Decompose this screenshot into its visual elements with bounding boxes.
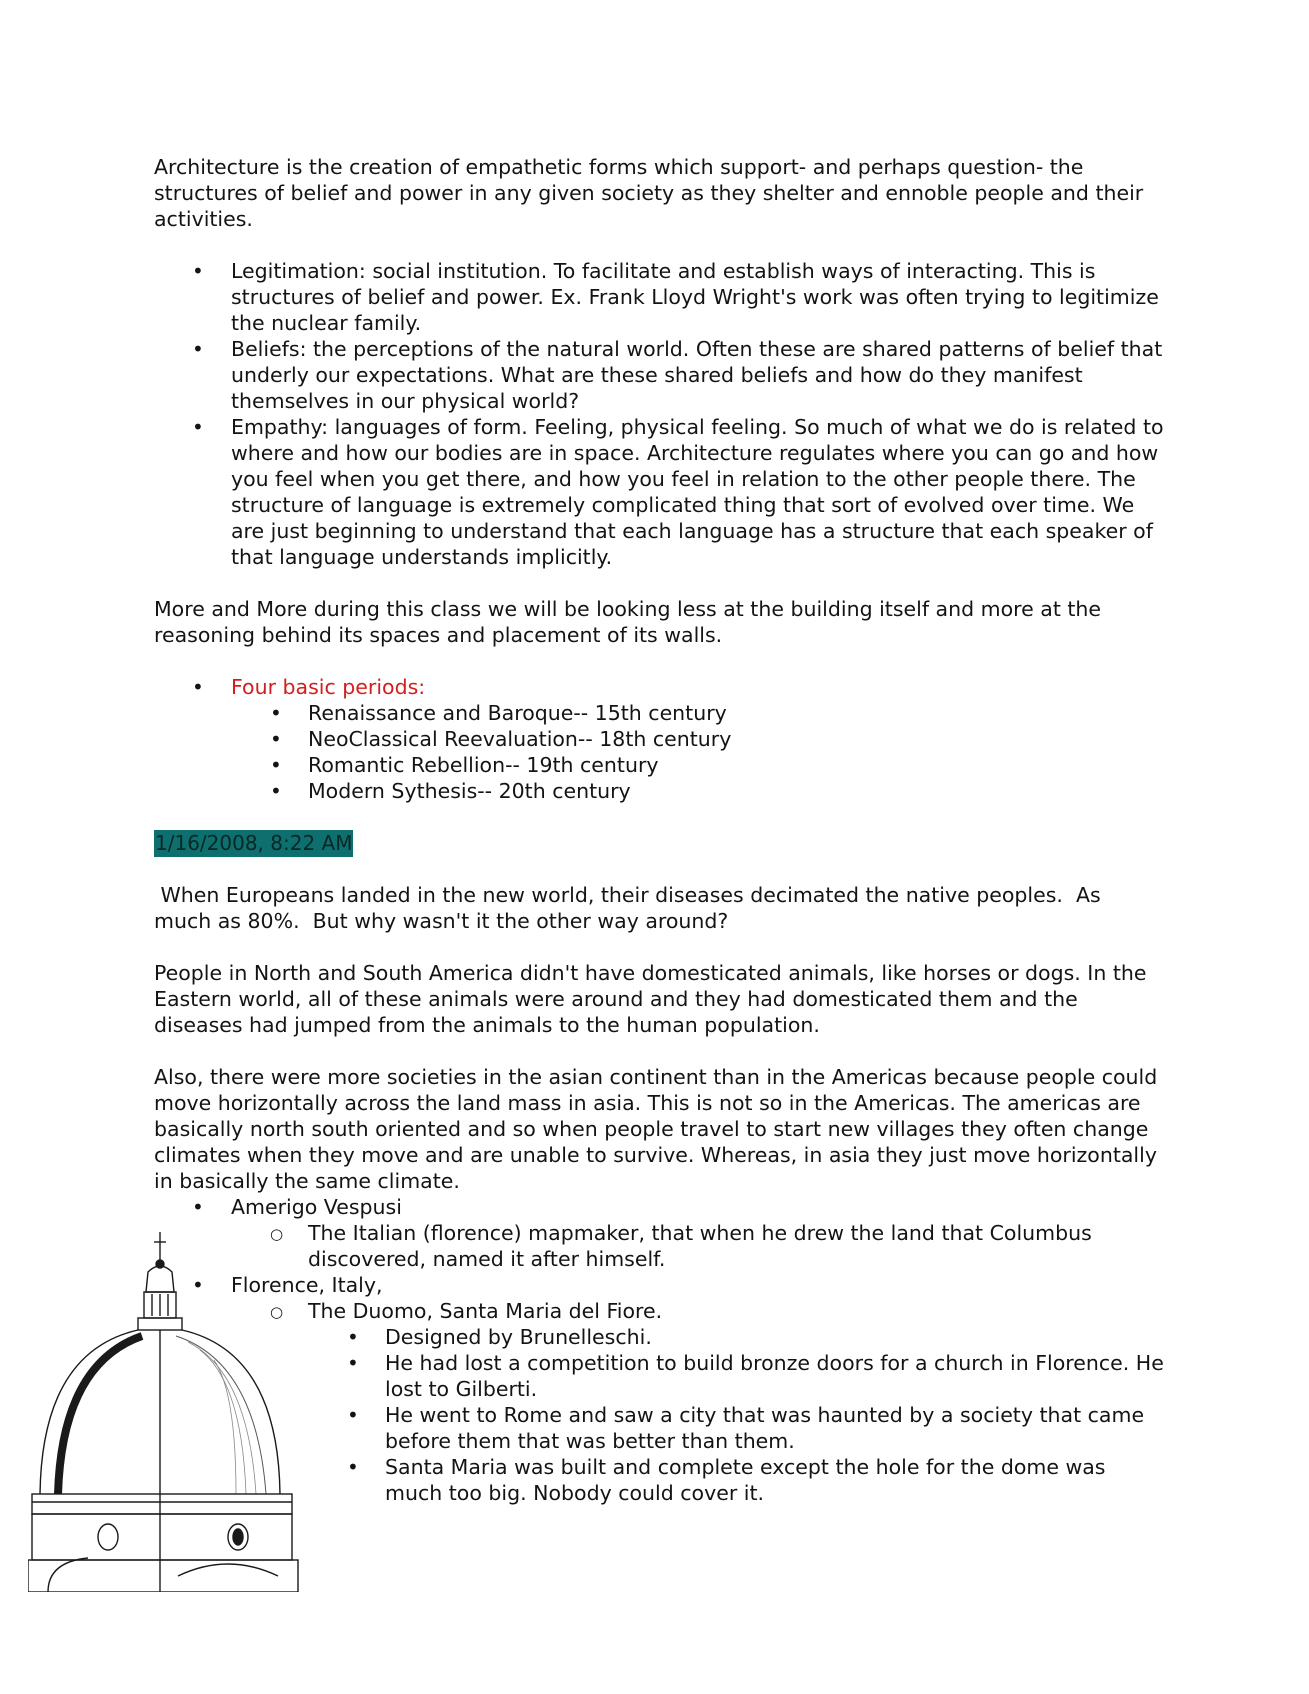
people-places-list bbox=[154, 1194, 1164, 1506]
bullet-icon: • bbox=[347, 1351, 359, 1375]
concepts-list bbox=[154, 258, 1164, 570]
timestamp-highlight: 1/16/2008, 8:22 AM bbox=[155, 831, 353, 855]
europeans-paragraph: When Europeans landed in the new world, their diseases decimated the native peoples. As much as 80%. But why wasn't it the other way around? bbox=[154, 883, 1108, 933]
list-item: • Modern Sythesis-- 20th century bbox=[270, 779, 631, 803]
bullet-icon: • bbox=[270, 779, 282, 803]
list-item: • Romantic Rebellion-- 19th century bbox=[270, 753, 659, 777]
bullet-icon: • bbox=[347, 1455, 359, 1479]
list-item: • Renaissance and Baroque-- 15th century bbox=[270, 701, 727, 725]
periods-list bbox=[154, 674, 1164, 804]
bullet-icon: • bbox=[270, 701, 282, 725]
bullet-icon: • bbox=[192, 337, 204, 361]
circle-bullet-icon: ○ bbox=[270, 1225, 284, 1243]
intro-text: Architecture is the creation of empathetic forms which support- and perhaps question- the structures of belief and power in any given society as they shelter and ennoble people and their activities. bbox=[154, 155, 1144, 231]
bullet-icon: • bbox=[192, 415, 204, 439]
class-focus-paragraph: More and More during this class we will be looking less at the building itself and more at the reasoning behind its spaces and placement of its walls. bbox=[154, 597, 1102, 647]
bullet-icon: • bbox=[270, 753, 282, 777]
bullet-icon: • bbox=[347, 1403, 359, 1427]
bullet-icon: • bbox=[192, 259, 204, 283]
list-item: • Legitimation: social institution. To facilitate and establish ways of interacting. This is structures of belief and power. Ex. Frank Lloyd Wright's work was often trying to legitimize the nuclear family. bbox=[192, 259, 1159, 335]
animals-paragraph: People in North and South America didn't have domesticated animals, like horses or dogs. In the Eastern world, all of these animals were around and they had domesticated them and the diseases had jumped from the animals to the human population. bbox=[154, 961, 1147, 1037]
bullet-icon: • bbox=[192, 1273, 204, 1297]
list-item: • Amerigo Vespusi bbox=[192, 1195, 402, 1219]
intro-paragraph bbox=[154, 154, 1164, 232]
list-item: • Florence, Italy, bbox=[192, 1273, 383, 1297]
list-item: • Santa Maria was built and complete except the hole for the dome was much too big. Nobody could cover it. bbox=[347, 1455, 1106, 1505]
list-item: • He had lost a competition to build bronze doors for a church in Florence. He lost to Gilberti. bbox=[347, 1351, 1164, 1401]
list-item: ○ The Italian (florence) mapmaker, that when he drew the land that Columbus discovered, named it after himself. bbox=[270, 1221, 1092, 1271]
list-item: • Designed by Brunelleschi. bbox=[347, 1325, 652, 1349]
list-item: ○ The Duomo, Santa Maria del Fiore. bbox=[270, 1299, 663, 1323]
circle-bullet-icon: ○ bbox=[270, 1303, 284, 1321]
list-item: • Beliefs: the perceptions of the natural world. Often these are shared patterns of belief that underly our expectations. What are these shared beliefs and how do they manifest themselves in our physical world? bbox=[192, 337, 1163, 413]
asia-paragraph: Also, there were more societies in the asian continent than in the Americas because people could move horizontally across the land mass in asia. This is not so in the Americas. The americas are basically north south oriented and so when people travel to start new villages they often change climates when they move and are unable to survive. Whereas, in asia they just move horizontally in basically the same climate. bbox=[154, 1065, 1158, 1193]
list-item: • NeoClassical Reevaluation-- 18th century bbox=[270, 727, 732, 751]
periods-heading: • Four basic periods: bbox=[192, 675, 426, 699]
list-item: • Empathy: languages of form. Feeling, physical feeling. So much of what we do is related to where and how our bodies are in space. Architecture regulates where you can go and how you feel when you get there, and how you feel in relation to the other people there. The structure of language is extremely complicated thing that sort of evolved over time. We are just beginning to understand that each language has a structure that each speaker of that language understands implicitly. bbox=[192, 415, 1164, 569]
bullet-icon: • bbox=[192, 1195, 204, 1219]
bullet-icon: • bbox=[347, 1325, 359, 1349]
list-item: • He went to Rome and saw a city that was haunted by a society that came before them that was better than them. bbox=[347, 1403, 1145, 1453]
bullet-icon: • bbox=[192, 675, 204, 699]
bullet-icon: • bbox=[270, 727, 282, 751]
